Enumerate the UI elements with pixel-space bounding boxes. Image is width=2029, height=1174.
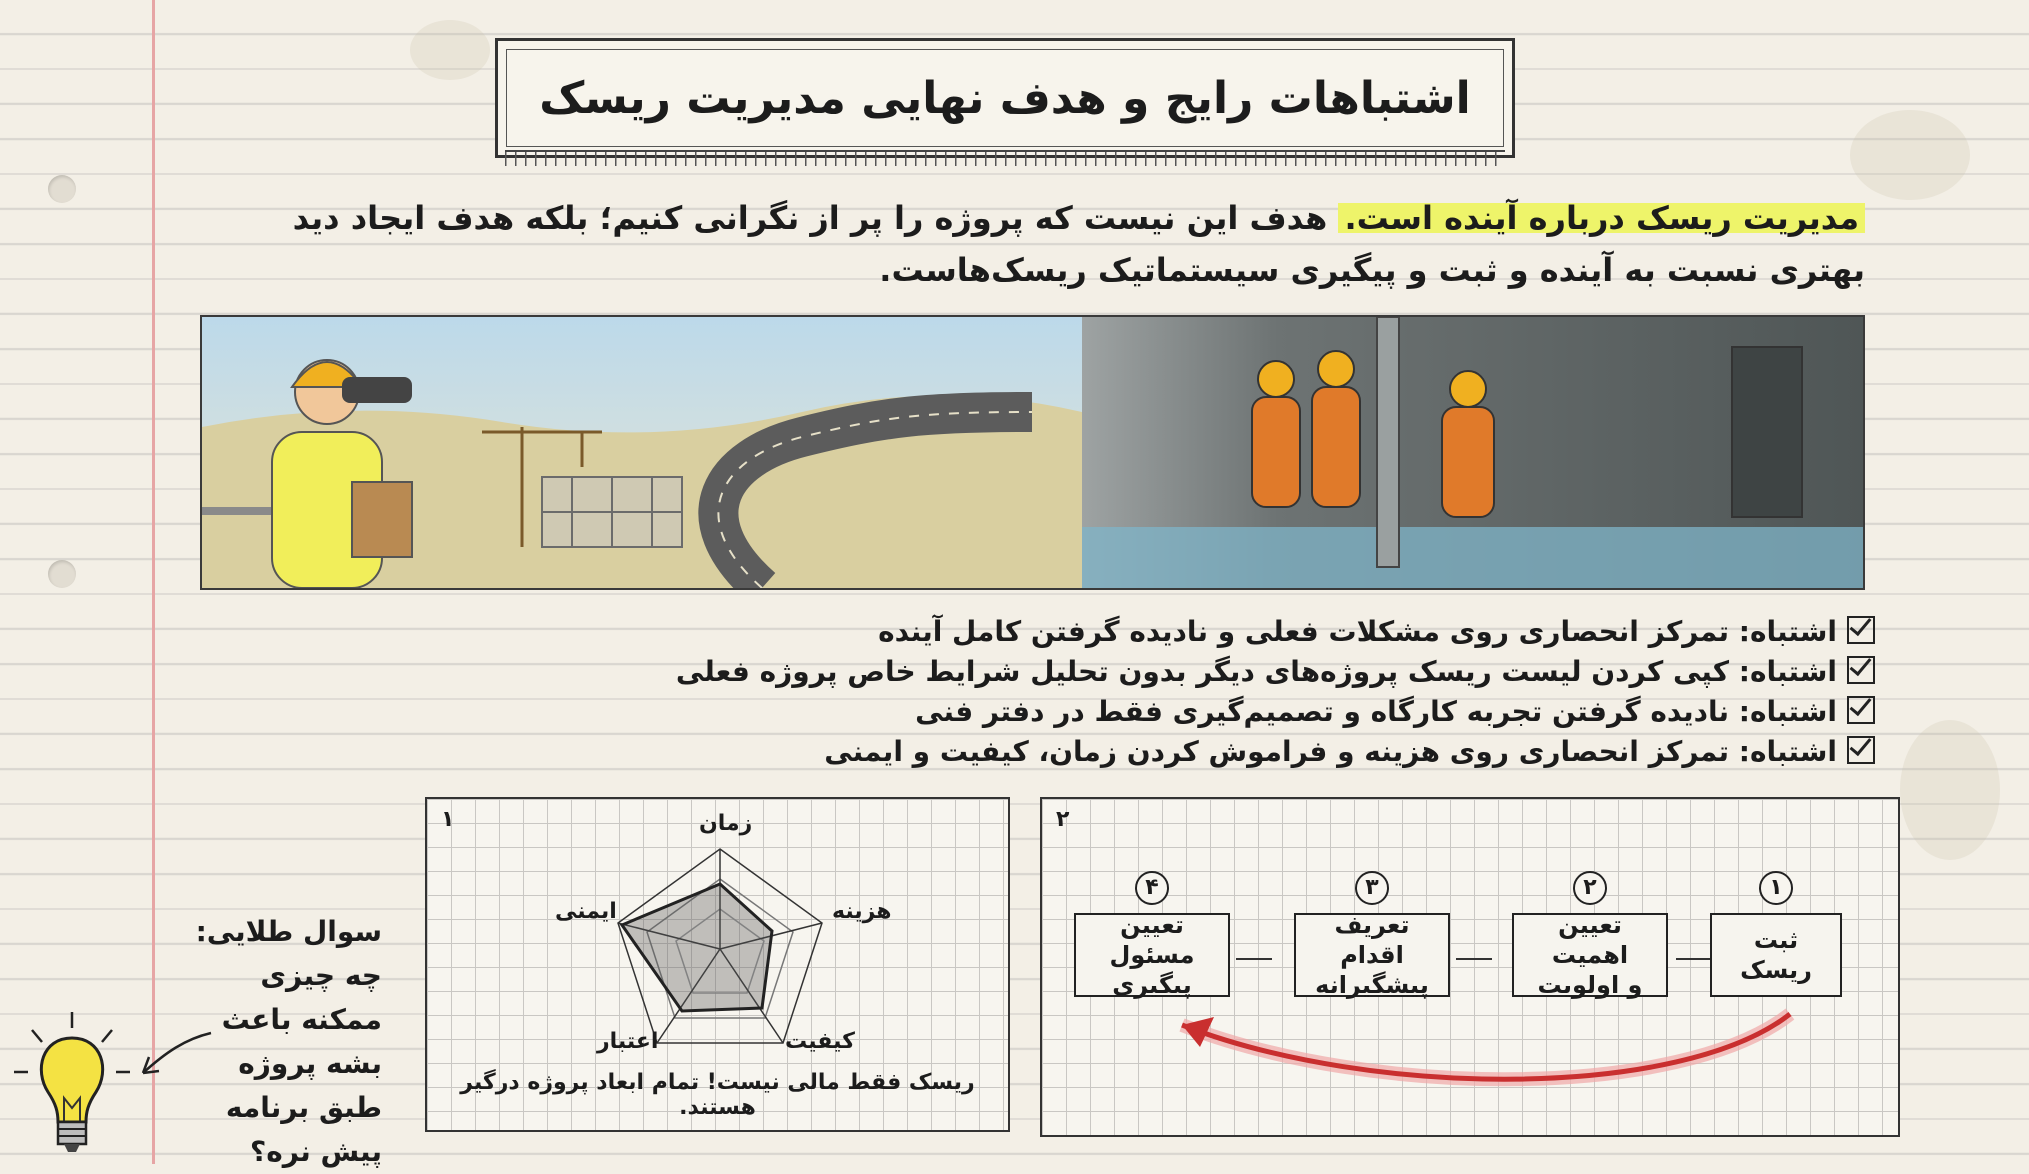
step-number: ۱ xyxy=(1759,871,1793,905)
panel-number: ۱ xyxy=(441,807,455,832)
doorway xyxy=(1732,347,1802,517)
process-step xyxy=(1710,871,1842,997)
feedback-arrow-glow xyxy=(1182,1014,1790,1079)
step-number: ۳ xyxy=(1355,871,1389,905)
intro-text: هدف این نیست که پروژه را پر از نگرانی کنیم؛ بلکه هدف ایجاد دید بهتری نسبت به آینده و ثبت و پیگیری سیستماتیک ریسک‌هاست. xyxy=(292,199,1865,289)
punch-hole xyxy=(48,175,76,203)
flood-water xyxy=(1082,527,1863,588)
process-panel xyxy=(1040,797,1900,1137)
punch-hole xyxy=(48,560,76,588)
step-box: ثبت ریسک xyxy=(1710,913,1842,997)
pointer-arrow-icon xyxy=(135,1025,215,1085)
radar-panel xyxy=(425,797,1010,1132)
process-step xyxy=(1074,871,1230,997)
title-frame xyxy=(495,38,1515,158)
checkbox-icon xyxy=(1847,736,1875,764)
checkbox-icon xyxy=(1847,696,1875,724)
question-heading: سوال طلایی: xyxy=(195,915,382,948)
step-number: ۴ xyxy=(1135,871,1169,905)
step-box: تعیین اهمیت و اولویت xyxy=(1512,913,1668,997)
radar-label-bottom-left: اعتبار xyxy=(597,1029,659,1054)
page-title: اشتباهات رایج و هدف نهایی مدیریت ریسک xyxy=(539,72,1471,124)
radar-label-top: زمان xyxy=(699,811,753,836)
paper-stain xyxy=(1850,110,1970,200)
illustration-strip xyxy=(200,315,1865,590)
pipe xyxy=(1377,317,1399,567)
checkbox-icon xyxy=(1847,656,1875,684)
intro-paragraph xyxy=(205,192,1865,296)
illustration-drawing xyxy=(202,317,1863,588)
radar-label-right: هزینه xyxy=(832,899,892,924)
question-body: چه چیزی ممکنه باعث بشه پروژه طبق برنامه پیش نره؟ xyxy=(221,959,382,1168)
list-item: اشتباه: تمرکز انحصاری روی مشکلات فعلی و نادیده گرفتن کامل آینده xyxy=(760,612,1875,652)
notebook-margin-line xyxy=(152,0,155,1164)
paper-stain xyxy=(410,20,490,80)
list-item: اشتباه: کپی کردن لیست ریسک پروژه‌های دیگر بدون تحلیل شرایط خاص پروژه فعلی xyxy=(760,652,1875,692)
ruler-ticks xyxy=(505,150,1505,166)
radar-label-bottom-right: کیفیت xyxy=(785,1029,855,1054)
panel-number: ۲ xyxy=(1056,807,1070,832)
step-box: تعریف اقدام پیشگیرانه xyxy=(1294,913,1450,997)
step-box: تعیین مسئول پیگیری xyxy=(1074,913,1230,997)
process-step xyxy=(1294,871,1450,997)
radar-label-left: ایمنی xyxy=(555,899,617,924)
lightbulb-icon xyxy=(10,1000,150,1170)
radar-caption: ریسک فقط مالی نیست! تمام ابعاد پروژه درگیر هستند. xyxy=(460,1070,975,1120)
paper-stain xyxy=(1900,720,2000,860)
building-frame xyxy=(542,477,682,547)
intro-highlight: مدیریت ریسک درباره آینده است. xyxy=(1338,199,1865,237)
process-step xyxy=(1512,871,1668,997)
mistakes-list xyxy=(675,612,1875,772)
checkbox-icon xyxy=(1847,616,1875,644)
list-item: اشتباه: نادیده گرفتن تجربه کارگاه و تصمیم‌گیری فقط در دفتر فنی xyxy=(760,692,1875,732)
list-item: اشتباه: تمرکز انحصاری روی هزینه و فراموش کردن زمان، کیفیت و ایمنی xyxy=(760,732,1875,772)
step-number: ۲ xyxy=(1573,871,1607,905)
